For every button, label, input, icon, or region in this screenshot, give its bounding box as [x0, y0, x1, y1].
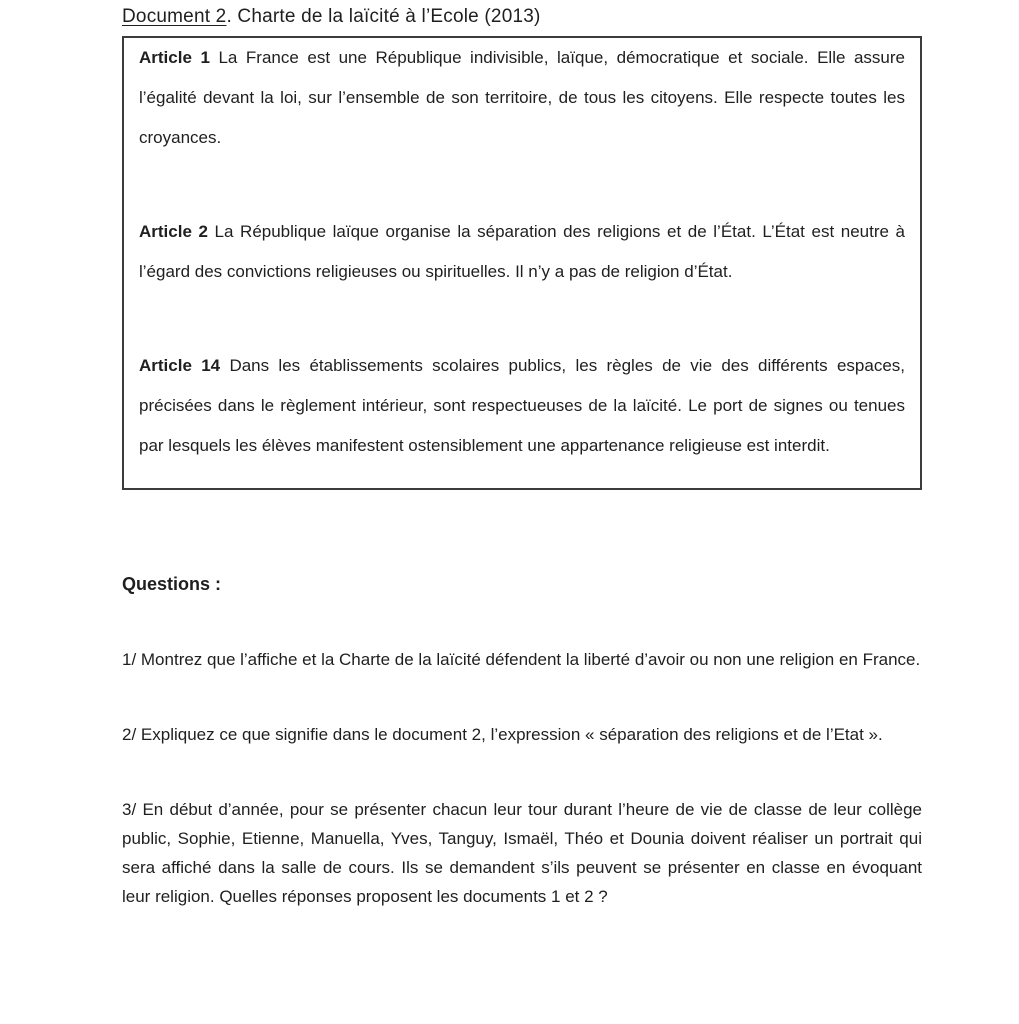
document-content	[122, 6, 922, 911]
article-14	[139, 346, 905, 466]
question-1: 1/ Montrez que l’affiche et la Charte de la laïcité défendent la liberté d’avoir ou non une religion en France.	[122, 650, 921, 669]
article-2	[139, 212, 905, 292]
article-14-text: Dans les établissements scolaires publics, les règles de vie des différents espaces, précisées dans le règlement intérieur, sont respectueuses de la laïcité. Le port de signes ou tenues par lesquels les élèves manifestent ostensiblement une appartenance religieuse est interdit.	[139, 356, 905, 455]
charte-text-box	[122, 36, 922, 490]
questions-heading: Questions :	[122, 574, 222, 594]
article-2-label: Article 2	[139, 222, 208, 241]
article-14-label: Article 14	[139, 356, 221, 375]
question-3: 3/ En début d’année, pour se présenter chacun leur tour durant l’heure de vie de classe de leur collège public, Sophie, Etienne, Manuella, Yves, Tanguy, Ismaël, Théo et Dounia doivent réaliser un portrait qui sera affiché dans la salle de cours. Ils se demandent s’ils peuvent se présenter en classe en évoquant leur religion. Quelles réponses proposent les documents 1 et 2 ?	[122, 800, 922, 906]
document-title-rest: . Charte de la laïcité à l’Ecole (2013)	[226, 6, 541, 27]
article-1	[139, 38, 905, 158]
document-title	[122, 6, 922, 28]
article-1-label: Article 1	[139, 48, 210, 67]
question-2: 2/ Expliquez ce que signifie dans le document 2, l’expression « séparation des religions et de l’Etat ».	[122, 725, 883, 744]
article-1-text: La France est une République indivisible, laïque, démocratique et sociale. Elle assure l’égalité devant la loi, sur l’ensemble de son territoire, de tous les citoyens. Elle respecte toutes les croyances.	[139, 48, 905, 147]
document-label: Document 2	[122, 6, 227, 27]
article-2-text: La République laïque organise la séparation des religions et de l’État. L’État est neutre à l’égard des convictions religieuses ou spirituelles. Il n’y a pas de religion d’État.	[139, 222, 905, 281]
